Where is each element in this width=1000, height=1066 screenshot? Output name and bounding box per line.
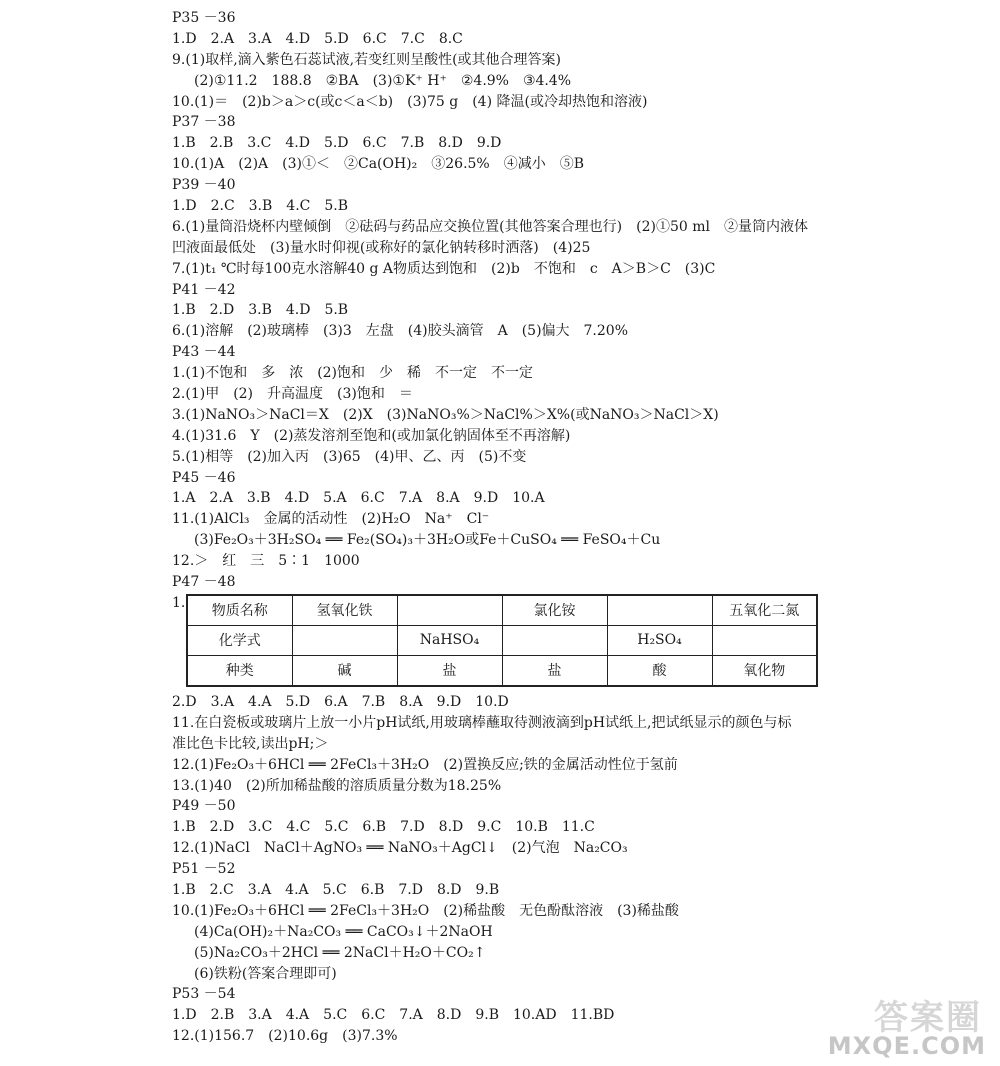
page-range-header: P53 －54	[172, 986, 236, 1003]
table-cell: 氯化铵	[502, 595, 607, 626]
answer-line: 3.(1)NaNO₃＞NaCl＝X (2)X (3)NaNO₃%＞NaCl%＞X%(或NaNO₃＞NaCl＞X)	[172, 406, 719, 423]
answer-line: (3)Fe₂O₃＋3H₂SO₄ ══ Fe₂(SO₄)₃＋3H₂O或Fe＋CuSO₄ ══ FeSO₄＋Cu	[194, 532, 661, 549]
answer-block-lower	[172, 692, 872, 1047]
answer-line: (4)Ca(OH)₂＋Na₂CO₃ ══ CaCO₃↓＋2NaOH	[194, 923, 493, 940]
table-cell: 氢氧化铁	[292, 595, 397, 626]
watermark-logo	[822, 990, 992, 1060]
answer-line: (6)铁粉(答案合理即可)	[194, 965, 337, 982]
answer-page	[172, 8, 872, 1047]
answer-line: 13.(1)40 (2)所加稀盐酸的溶质质量分数为18.25%	[172, 777, 502, 794]
answer-line: 6.(1)量筒沿烧杯内壁倾倒 ②砝码与药品应交换位置(其他答案合理也行) (2)①50 ml ②量筒内液体	[172, 218, 808, 235]
table-cell: 酸	[607, 655, 712, 686]
answer-line: 凹液面最低处 (3)量水时仰视(或称好的氯化钠转移时洒落) (4)25	[172, 239, 591, 256]
answer-line: 12.＞ 红 三 5∶1 1000	[172, 553, 360, 570]
answer-line: 1.B 2.D 3.B 4.D 5.B	[172, 302, 349, 319]
table-cell: 盐	[502, 655, 607, 686]
answer-line: 准比色卡比较,读出pH;＞	[172, 735, 329, 752]
table-cell: 种类	[187, 655, 292, 686]
table-cell: 化学式	[187, 625, 292, 655]
page-range-header: P47 －48	[172, 574, 236, 591]
page-range-header: P51 －52	[172, 861, 236, 878]
answer-line: (2)①11.2 188.8 ②BA (3)①K⁺ H⁺ ②4.9% ③4.4%	[194, 72, 572, 89]
answer-line: 10.(1)A (2)A (3)①＜ ②Ca(OH)₂ ③26.5% ④减小 ⑤B	[172, 156, 585, 173]
answer-line: 2.D 3.A 4.A 5.D 6.A 7.B 8.A 9.D 10.D	[172, 693, 509, 710]
answer-line: 1.B 2.C 3.A 4.A 5.C 6.B 7.D 8.D 9.B	[172, 881, 500, 898]
page-range-header: P39 －40	[172, 177, 236, 194]
table-cell	[607, 595, 712, 626]
table-cell: 五氧化二氮	[712, 595, 817, 626]
answer-line: 9.(1)取样,滴入紫色石蕊试液,若变红则呈酸性(或其他合理答案)	[172, 51, 562, 68]
page-range-header: P43 －44	[172, 344, 236, 361]
answer-line: 1.B 2.D 3.C 4.C 5.C 6.B 7.D 8.D 9.C 10.B 11.C	[172, 819, 595, 836]
answer-line: 1.D 2.B 3.A 4.A 5.C 6.C 7.A 8.D 9.B 10.AD 11.BD	[172, 1007, 615, 1024]
page-range-header: P35 －36	[172, 10, 236, 26]
table-cell: H₂SO₄	[607, 625, 712, 655]
answer-line: 10.(1)Fe₂O₃＋6HCl ══ 2FeCl₃＋3H₂O (2)稀盐酸 无色酚酞溶液 (3)稀盐酸	[172, 902, 679, 919]
table-row	[187, 655, 817, 686]
table-cell: 氧化物	[712, 655, 817, 686]
answer-line: 7.(1)t₁ ℃时每100克水溶解40 g A物质达到饱和 (2)b 不饱和 c A＞B＞C (3)C	[172, 260, 716, 277]
answer-line: 11.(1)AlCl₃ 金属的活动性 (2)H₂O Na⁺ Cl⁻	[172, 511, 490, 528]
watermark-text-top: 答案圈	[874, 998, 982, 1038]
answer-line: 12.(1)156.7 (2)10.6g (3)7.3%	[172, 1028, 398, 1045]
answer-line: 5.(1)相等 (2)加入丙 (3)65 (4)甲、乙、丙 (5)不变	[172, 448, 527, 465]
table-cell	[502, 625, 607, 655]
watermark-text-bottom: MXQE.COM	[827, 1032, 986, 1060]
page-range-header: P45 －46	[172, 469, 236, 486]
page-range-header: P41 －42	[172, 281, 236, 298]
answer-line: 1.D 2.A 3.A 4.D 5.D 6.C 7.C 8.C	[172, 30, 463, 47]
table-cell: 盐	[397, 655, 502, 686]
table-cell	[712, 625, 817, 655]
table-section	[172, 594, 872, 689]
answer-line: 1.A 2.A 3.B 4.D 5.A 6.C 7.A 8.A 9.D 10.A	[172, 490, 545, 507]
table-row	[187, 625, 817, 655]
table-cell	[292, 625, 397, 655]
answer-line: 2.(1)甲 (2) 升高温度 (3)饱和 ＝	[172, 386, 413, 403]
answer-line: 6.(1)溶解 (2)玻璃棒 (3)3 左盘 (4)胶头滴管 A (5)偏大 7.20%	[172, 323, 629, 340]
answer-line: 12.(1)Fe₂O₃＋6HCl ══ 2FeCl₃＋3H₂O (2)置换反应;铁的金属活动性位于氢前	[172, 756, 678, 773]
substance-table	[186, 594, 818, 687]
answer-line: 12.(1)NaCl NaCl＋AgNO₃ ══ NaNO₃＋AgCl↓ (2)气泡 Na₂CO₃	[172, 840, 628, 857]
answer-line: 1.D 2.C 3.B 4.C 5.B	[172, 198, 349, 215]
answer-block-upper	[172, 8, 872, 593]
table-cell	[397, 595, 502, 626]
page-range-header: P37 －38	[172, 114, 236, 131]
answer-line: 1.(1)不饱和 多 浓 (2)饱和 少 稀 不一定 不一定	[172, 365, 534, 382]
table-cell: NaHSO₄	[397, 625, 502, 655]
answer-line: (5)Na₂CO₃＋2HCl ══ 2NaCl＋H₂O＋CO₂↑	[194, 944, 486, 961]
table-row	[187, 595, 817, 626]
table-question-number: 1.	[172, 594, 186, 611]
answer-line: 1.B 2.B 3.C 4.D 5.D 6.C 7.B 8.D 9.D	[172, 135, 502, 152]
answer-line: 11.在白瓷板或玻璃片上放一小片pH试纸,用玻璃棒蘸取待测液滴到pH试纸上,把试纸显示的颜色与标	[172, 714, 792, 731]
answer-line: 4.(1)31.6 Y (2)蒸发溶剂至饱和(或加氯化钠固体至不再溶解)	[172, 427, 571, 444]
answer-line: 10.(1)＝ (2)b＞a＞c(或c＜a＜b) (3)75 g (4) 降温(或冷却热饱和溶液)	[172, 93, 648, 110]
table-cell: 物质名称	[187, 595, 292, 626]
page-range-header: P49 －50	[172, 798, 236, 815]
table-cell: 碱	[292, 655, 397, 686]
